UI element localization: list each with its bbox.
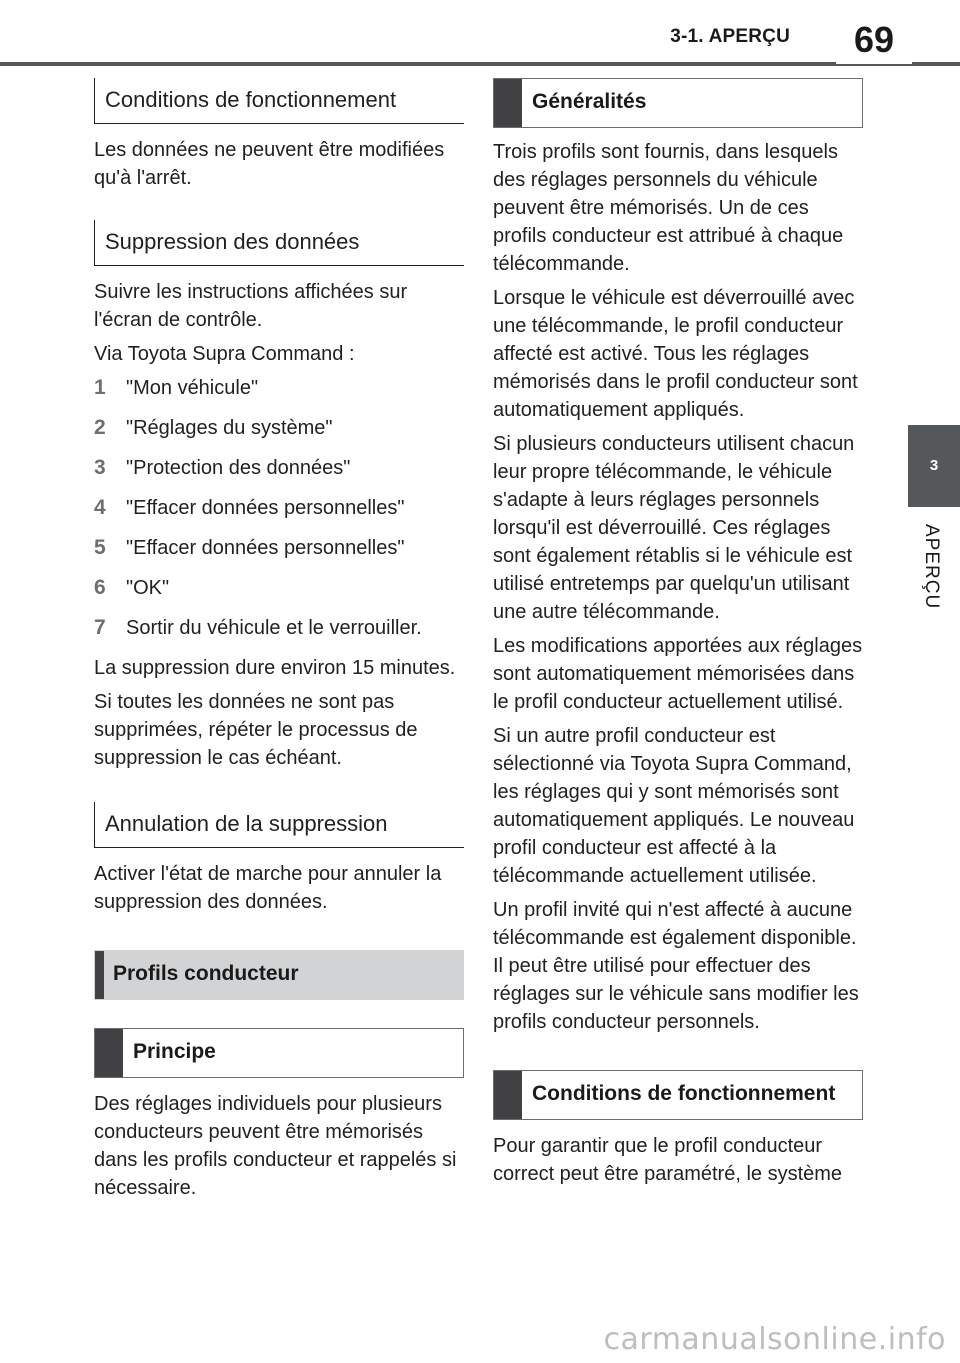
- paragraph: Les données ne peuvent être modifiées qu'à l'arrêt.: [94, 139, 445, 189]
- paragraph: Lorsque le véhicule est déverrouillé avec une télécommande, le profil conducteur affecté est activé. Tous les réglages mémorisés dans le profil conducteur sont automatiquement appliqués.: [493, 287, 858, 421]
- paragraph: Pour garantir que le profil conducteur correct peut être paramétré, le système: [493, 1135, 843, 1185]
- paragraph: Via Toyota Supra Command :: [94, 343, 355, 365]
- paragraph: Un profil invité qui n'est affecté à aucune télécommande est également disponible. Il peut être utilisé pour effectuer des réglages sur le véhicule sans modifier les profils conducteur personnels.: [493, 899, 859, 1033]
- step-item: [94, 574, 464, 602]
- paragraph: Si un autre profil conducteur est sélectionné via Toyota Supra Command, les réglages qui y sont mémorisés sont automatiquement appliqués. Le nouveau profil conducteur est affecté à la télécommande actuellement utilisée.: [493, 725, 855, 887]
- paragraph: Si toutes les données ne sont pas supprimées, répéter le processus de suppression le cas échéant.: [94, 691, 418, 769]
- step-number: 4: [94, 496, 106, 519]
- left-column: [94, 78, 464, 1202]
- step-item: [94, 614, 464, 642]
- heading-generalites: Généralités: [493, 78, 863, 128]
- header-rule: [0, 62, 960, 66]
- heading-principe: Principe: [94, 1028, 464, 1078]
- heading-profils-conducteur: Profils conducteur: [94, 950, 464, 1000]
- step-number: 5: [94, 536, 106, 559]
- heading-conditions-fonctionnement: Conditions de fonctionnement: [493, 1070, 863, 1120]
- heading-conditions: Conditions de fonctionnement: [94, 78, 464, 124]
- step-item: [94, 454, 464, 482]
- paragraph: Si plusieurs conducteurs utilisent chacun leur propre télécommande, le véhicule s'adapte à leurs réglages personnels lorsqu'il est déverrouillé. Ces réglages sont également rétablis si le véhicule est utilisé entretemps par quelqu'un utilisant une autre télécommande.: [493, 433, 855, 623]
- step-item: [94, 534, 464, 562]
- step-item: [94, 494, 464, 522]
- page-number: 69: [836, 14, 912, 64]
- paragraph: Activer l'état de marche pour annuler la suppression des données.: [94, 863, 442, 913]
- step-number: 3: [94, 456, 106, 479]
- watermark: carmanualsonline.info: [603, 1322, 946, 1357]
- step-number: 1: [94, 376, 106, 399]
- chapter-tab: 3: [908, 425, 960, 507]
- step-item: [94, 414, 464, 442]
- step-item: [94, 374, 464, 402]
- heading-annulation: Annulation de la suppression: [94, 802, 464, 848]
- paragraph: Des réglages individuels pour plusieurs conducteurs peuvent être mémorisés dans les profils conducteur et rappelés si nécessaire.: [94, 1093, 457, 1199]
- paragraph: La suppression dure environ 15 minutes.: [94, 657, 456, 679]
- step-number: 7: [94, 616, 106, 639]
- step-text: "OK": [126, 577, 170, 599]
- step-text: "Effacer données personnelles": [126, 537, 405, 559]
- right-column: [493, 78, 863, 1188]
- header-section-title: 3-1. APERÇU: [670, 26, 790, 47]
- step-text: "Réglages du système": [126, 417, 333, 439]
- step-text: "Protection des données": [126, 457, 351, 479]
- step-text: "Mon véhicule": [126, 377, 259, 399]
- paragraph: Suivre les instructions affichées sur l'écran de contrôle.: [94, 281, 408, 331]
- step-number: 6: [94, 576, 106, 599]
- paragraph: Les modifications apportées aux réglages sont automatiquement mémorisées dans le profil conducteur actuellement utilisé.: [493, 635, 863, 713]
- step-text: Sortir du véhicule et le verrouiller.: [126, 617, 422, 639]
- step-number: 2: [94, 416, 106, 439]
- chapter-label: APERÇU: [921, 524, 942, 610]
- paragraph: Trois profils sont fournis, dans lesquels des réglages personnels du véhicule peuvent être mémorisés. Un de ces profils conducteur est attribué à chaque télécommande.: [493, 141, 844, 275]
- heading-suppression: Suppression des données: [94, 220, 464, 266]
- step-text: "Effacer données personnelles": [126, 497, 405, 519]
